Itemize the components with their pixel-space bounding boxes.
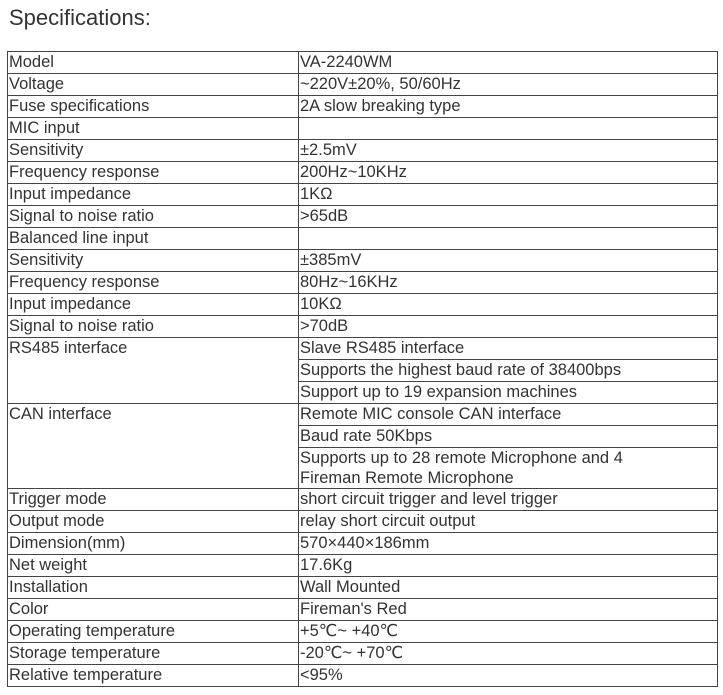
spec-value: VA-2240WM	[299, 52, 718, 74]
table-row	[8, 162, 718, 184]
table-row	[8, 228, 718, 250]
table-row	[8, 118, 718, 140]
spec-value	[299, 448, 718, 489]
spec-label: CAN interface	[8, 404, 299, 489]
table-row	[8, 140, 718, 162]
spec-value: 1KΩ	[299, 184, 718, 206]
spec-value: 570×440×186mm	[299, 533, 718, 555]
table-row	[8, 643, 718, 665]
spec-value: >70dB	[299, 316, 718, 338]
spec-value	[299, 228, 718, 250]
table-row	[8, 511, 718, 533]
table-row	[8, 599, 718, 621]
spec-value: 80Hz~16KHz	[299, 272, 718, 294]
spec-label: Installation	[8, 577, 299, 599]
spec-label: Model	[8, 52, 299, 74]
table-row	[8, 250, 718, 272]
table-row	[8, 294, 718, 316]
table-row	[8, 74, 718, 96]
spec-value: -20℃~ +70℃	[299, 643, 718, 665]
spec-label: MIC input	[8, 118, 299, 140]
spec-label: Storage temperature	[8, 643, 299, 665]
spec-label: Frequency response	[8, 272, 299, 294]
spec-value-line: Supports up to 28 remote Microphone and 4	[300, 449, 623, 467]
spec-label: Operating temperature	[8, 621, 299, 643]
spec-label: Input impedance	[8, 294, 299, 316]
spec-label: Sensitivity	[8, 250, 299, 272]
spec-label: Signal to noise ratio	[8, 206, 299, 228]
table-row	[8, 96, 718, 118]
table-row	[8, 316, 718, 338]
spec-label: Sensitivity	[8, 140, 299, 162]
spec-value: Remote MIC console CAN interface	[299, 404, 718, 426]
spec-label: Net weight	[8, 555, 299, 577]
spec-value: 10KΩ	[299, 294, 718, 316]
spec-value: ±2.5mV	[299, 140, 718, 162]
spec-value: 17.6Kg	[299, 555, 718, 577]
spec-value: Support up to 19 expansion machines	[299, 382, 718, 404]
table-row	[8, 533, 718, 555]
spec-value: short circuit trigger and level trigger	[299, 489, 718, 511]
spec-value: Slave RS485 interface	[299, 338, 718, 360]
spec-value: 200Hz~10KHz	[299, 162, 718, 184]
spec-label: Frequency response	[8, 162, 299, 184]
spec-value: >65dB	[299, 206, 718, 228]
spec-label: Voltage	[8, 74, 299, 96]
spec-label: Fuse specifications	[8, 96, 299, 118]
table-row	[8, 52, 718, 74]
spec-label: Color	[8, 599, 299, 621]
spec-label: Relative temperature	[8, 665, 299, 687]
spec-value	[299, 118, 718, 140]
spec-value: relay short circuit output	[299, 511, 718, 533]
spec-value: ±385mV	[299, 250, 718, 272]
spec-value: <95%	[299, 665, 718, 687]
spec-value: +5℃~ +40℃	[299, 621, 718, 643]
spec-label: RS485 interface	[8, 338, 299, 404]
spec-value: Baud rate 50Kbps	[299, 426, 718, 448]
spec-value: ~220V±20%, 50/60Hz	[299, 74, 718, 96]
spec-label: Trigger mode	[8, 489, 299, 511]
table-row	[8, 555, 718, 577]
table-row	[8, 621, 718, 643]
spec-value: Wall Mounted	[299, 577, 718, 599]
specifications-table	[7, 51, 718, 687]
table-row	[8, 404, 718, 426]
table-row	[8, 272, 718, 294]
spec-label: Balanced line input	[8, 228, 299, 250]
spec-value-line: Fireman Remote Microphone	[300, 469, 514, 487]
table-row	[8, 577, 718, 599]
spec-value: 2A slow breaking type	[299, 96, 718, 118]
spec-value: Fireman's Red	[299, 599, 718, 621]
spec-label: Output mode	[8, 511, 299, 533]
spec-label: Input impedance	[8, 184, 299, 206]
table-row	[8, 338, 718, 360]
table-row	[8, 489, 718, 511]
table-row	[8, 665, 718, 687]
spec-label: Signal to noise ratio	[8, 316, 299, 338]
spec-label: Dimension(mm)	[8, 533, 299, 555]
spec-value: Supports the highest baud rate of 38400bps	[299, 360, 718, 382]
table-row	[8, 206, 718, 228]
page-title: Specifications:	[9, 5, 151, 30]
table-row	[8, 184, 718, 206]
